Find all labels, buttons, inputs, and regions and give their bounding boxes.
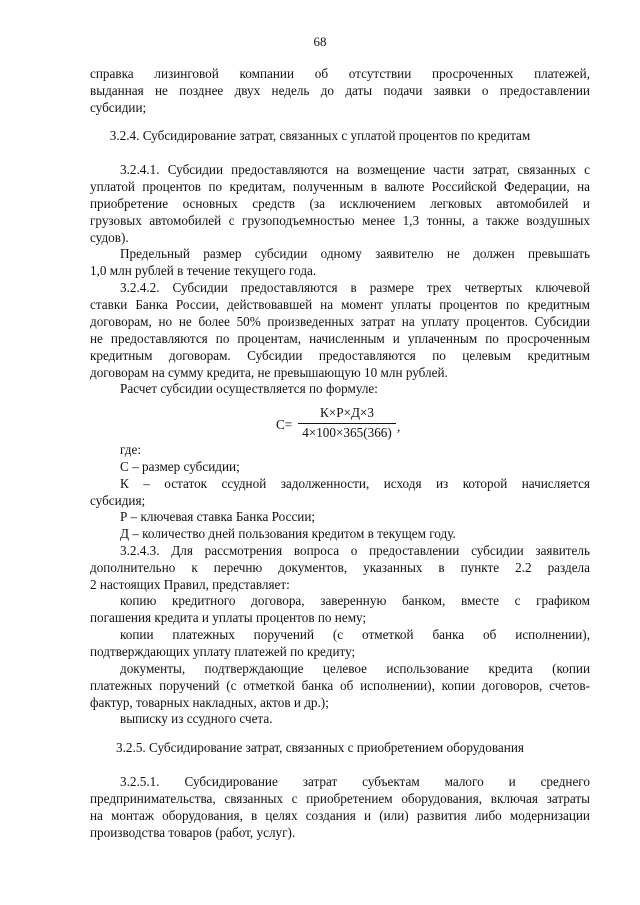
text-line: производства товаров (работ, услуг). — [90, 825, 296, 840]
text-line: справка лизинговой компании об отсутствии просроченных платежей, — [90, 66, 590, 81]
page-number: 68 — [313, 34, 327, 49]
text-line: кредитным договорам. Субсидии предоставляются по целевым кредитным — [90, 348, 590, 363]
text-line: договорам, но не более 50% произведенных затрат на уплату процентов. Субсидии — [90, 314, 590, 329]
formula-numerator: К×Р×Д×3 — [319, 405, 375, 420]
text-line: не предоставляются по процентам, начисленным и уплаченным по просроченным — [90, 331, 590, 346]
text-line: дополнительно к перечню документов, указанных в пункте 2.2 раздела — [90, 560, 590, 575]
text-line: копии платежных поручений (с отметкой банка об исполнении), — [120, 627, 590, 642]
text-line: субсидии; — [90, 100, 147, 115]
formula-suffix: , — [397, 419, 401, 434]
text-line: выданная не позднее двух недель до даты подачи заявки о предоставлении — [90, 83, 590, 98]
text-line: 3.2.4.3. Для рассмотрения вопроса о предоставлении субсидии заявитель — [120, 543, 590, 558]
text-line: С – размер субсидии; — [120, 459, 240, 474]
text-line: на монтаж оборудования, в целях создания и (или) развития либо модернизации — [90, 808, 590, 823]
subsidy-formula — [0, 403, 640, 443]
formula-denominator: 4×100×365(366) — [302, 425, 392, 440]
text-line: Р – ключевая ставка Банка России; — [120, 509, 316, 524]
formula-lhs: С= — [276, 417, 293, 432]
text-line: выписку из ссудного счета. — [120, 711, 273, 726]
text-line: фактур, товарных накладных, актов и др.); — [90, 695, 329, 710]
text-line: уплатой процентов по кредитам, полученным в валюте Российской Федерации, на — [90, 179, 590, 194]
text-line: копию кредитного договора, заверенную банком, вместе с графиком — [120, 593, 590, 608]
text-line: 1,0 млн рублей в течение текущего года. — [90, 263, 317, 278]
text-line: Д – количество дней пользования кредитом в текущем году. — [120, 526, 456, 541]
fraction-bar — [298, 423, 396, 424]
section-heading-3-2-4: 3.2.4. Субсидирование затрат, связанных с уплатой процентов по кредитам — [109, 128, 531, 143]
text-line: предпринимательства, связанных с приобретением оборудования, включая затраты — [90, 791, 590, 806]
text-line: Расчет субсидии осуществляется по формуле: — [120, 381, 378, 396]
text-line: К – остаток ссудной задолженности, исходя из которой начисляется — [120, 476, 590, 491]
text-line: подтверждающих уплату платежей по кредиту; — [90, 644, 356, 659]
text-line: погашения кредита и уплаты процентов по нему; — [90, 610, 367, 625]
text-line: субсидия; — [90, 493, 146, 508]
text-line: где: — [120, 442, 141, 457]
text-line: грузовых автомобилей с грузоподъемностью менее 1,3 тонны, а также воздушных — [90, 213, 590, 228]
text-line: 3.2.4.2. Субсидии предоставляются в размере трех четвертых ключевой — [120, 280, 590, 295]
text-line: судов). — [90, 230, 129, 245]
text-line: документы, подтверждающие целевое использование кредита (копии — [120, 661, 590, 676]
text-line: приобретение основных средств (за исключением легковых автомобилей и — [90, 196, 590, 211]
text-line: договорам на сумму кредита, не превышающую 10 млн рублей. — [90, 365, 448, 380]
text-line: 3.2.4.1. Субсидии предоставляются на возмещение части затрат, связанных с — [120, 162, 590, 177]
text-line: платежных поручений (с отметкой банка об исполнении), копии договоров, счетов- — [90, 678, 590, 693]
text-line: 3.2.5.1. Субсидирование затрат субъектам малого и среднего — [120, 774, 590, 789]
text-line: 2 настоящих Правил, представляет: — [90, 577, 290, 592]
section-heading-3-2-5: 3.2.5. Субсидирование затрат, связанных с приобретением оборудования — [116, 740, 524, 755]
text-line: ставки Банка России, действовавшей на момент уплаты процентов по кредитным — [90, 297, 590, 312]
text-line: Предельный размер субсидии одному заявителю не должен превышать — [120, 246, 590, 261]
